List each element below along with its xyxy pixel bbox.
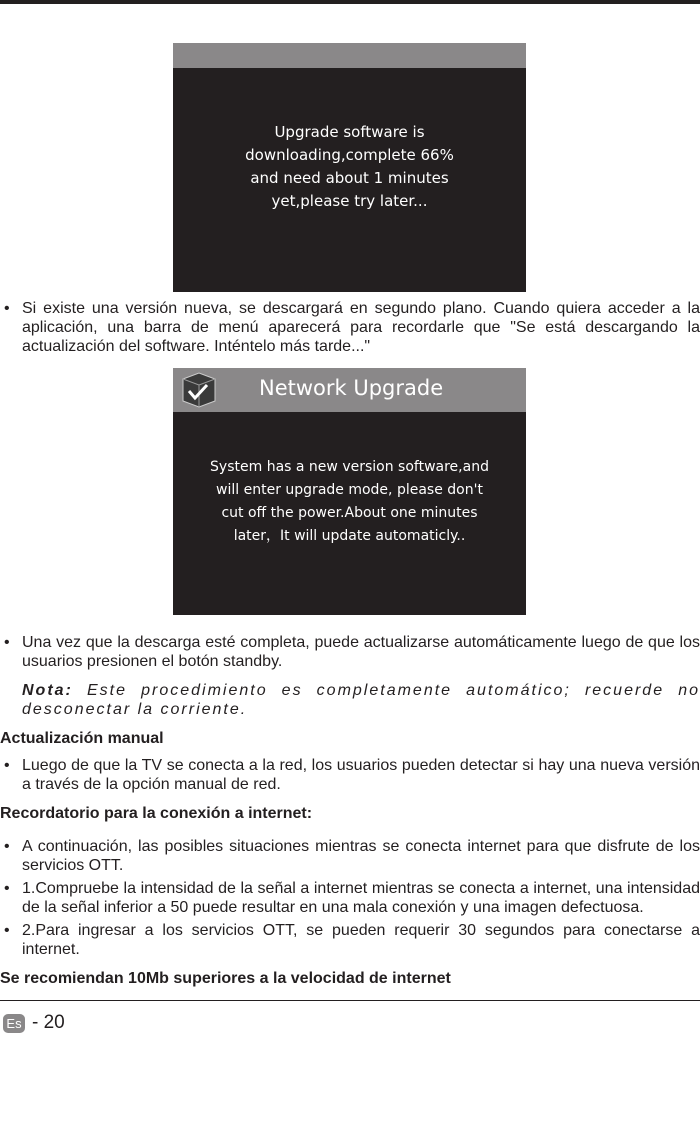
message-line: Upgrade software is: [274, 123, 425, 141]
message-line: System has a new version software,and: [210, 459, 489, 475]
download-progress-screen: [173, 43, 526, 292]
language-badge: Es: [3, 1014, 25, 1033]
upgrade-cube-icon: [179, 371, 219, 409]
message-line: downloading,complete 66%: [245, 146, 454, 164]
footer: [0, 1000, 700, 1036]
heading-internet-reminder: Recordatorio para la conexión a internet:: [0, 805, 313, 822]
heading-manual-update: Actualización manual: [0, 730, 164, 747]
bullet-paragraph: • Luego de que la TV se conecta a la red, los usuarios pueden detectar si hay una nueva versión a través de la opción manual de red.: [0, 756, 700, 794]
screen-title: Network Upgrade: [259, 376, 444, 400]
message-line: cut off the power.About one minutes: [221, 505, 478, 521]
message-line: yet,please try later...: [271, 192, 428, 210]
screen-message: [173, 121, 526, 213]
bullet-paragraph: • 1.Compruebe la intensidad de la señal a internet mientras se conecta a internet, una intensidad de la señal inferior a 50 puede resultar en una mala conexión y una imagen defectuosa.: [0, 879, 700, 917]
note: [0, 681, 700, 719]
page-number: - 20: [32, 1012, 65, 1033]
note-text: Este procedimiento es completamente automático; recuerde no desconectar la corriente.: [22, 682, 700, 718]
screen-message: [173, 456, 526, 548]
screen-header: [173, 43, 526, 68]
bullet-paragraph: • Una vez que la descarga esté completa, puede actualizarse automáticamente luego de que los usuarios presionen el botón standby.: [0, 633, 700, 671]
page-content: [0, 43, 700, 1036]
heading-speed-recommendation: Se recomiendan 10Mb superiores a la velocidad de internet: [0, 970, 451, 987]
message-line: later，It will update automaticly..: [233, 528, 466, 544]
network-upgrade-screen: [173, 368, 526, 615]
screen-header: [173, 368, 526, 412]
note-label: Nota:: [22, 682, 73, 699]
bullet-paragraph: • 2.Para ingresar a los servicios OTT, se pueden requerir 30 segundos para conectarse a internet.: [0, 921, 700, 959]
message-line: and need about 1 minutes: [250, 169, 449, 187]
bullet-paragraph: • Si existe una versión nueva, se descargará en segundo plano. Cuando quiera acceder a la aplicación, una barra de menú aparecerá para recordarle que "Se está descargando la actualización del software. Inténtelo más tarde...": [0, 299, 700, 356]
top-rule: [0, 0, 700, 4]
message-line: will enter upgrade mode, please don't: [216, 482, 483, 498]
bullet-paragraph: • A continuación, las posibles situaciones mientras se conecta internet para que disfrute de los servicios OTT.: [0, 837, 700, 875]
